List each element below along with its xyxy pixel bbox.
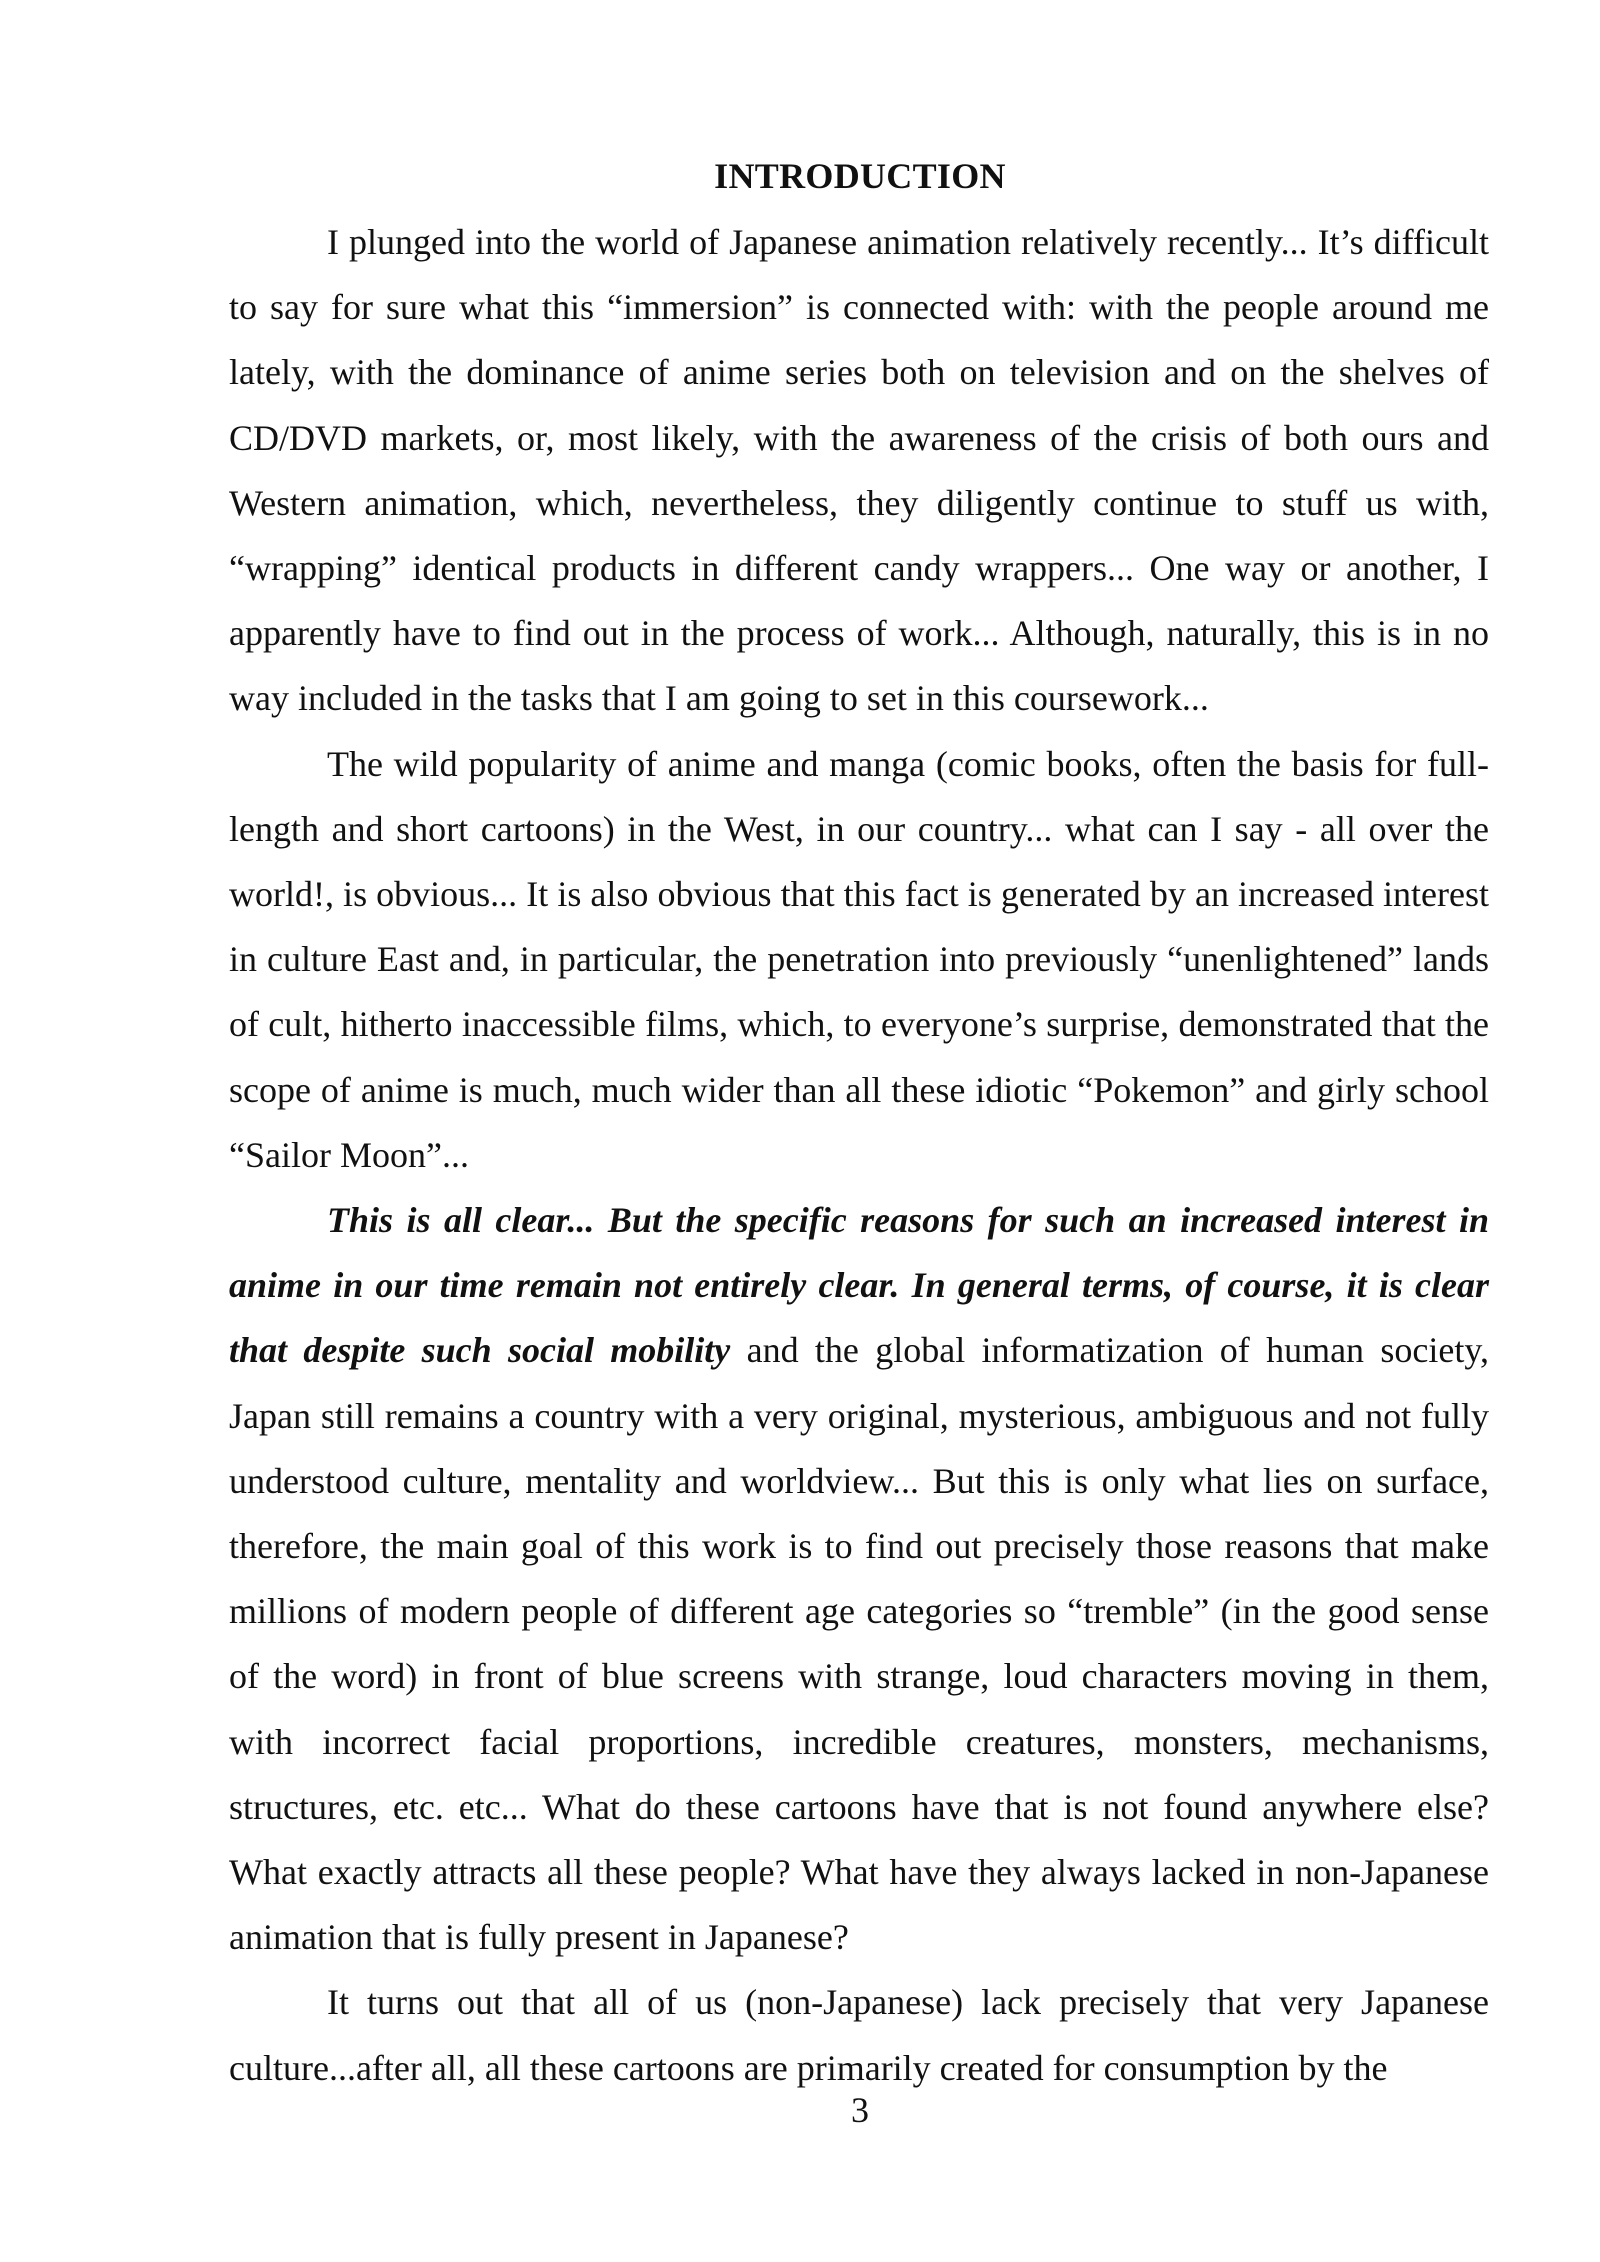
paragraph-3 <box>229 1188 1489 1970</box>
emphasized-text: This is all clear... But the specific reasons for such an increased interest in anime in our time remain not entirely clear. In general terms, of course, it is clear that despite such social mobility <box>229 1200 1489 1371</box>
paragraph-2: The wild popularity of anime and manga (comic books, often the basis for full-length and short cartoons) in the West, in our country... what can I say - all over the world!, is obvious... It is also obvious that this fact is generated by an increased interest in culture East and, in particular, the penetration into previously “unenlightened” lands of cult, hitherto inaccessible films, which, to everyone’s surprise, demonstrated that the scope of anime is much, much wider than all these idiotic “Pokemon” and girly school “Sailor Moon”... <box>229 743 1489 1175</box>
section-title: INTRODUCTION <box>714 156 1006 196</box>
paragraph-3-rest: and the global informatization of human society, Japan still remains a country with a very original, mysterious, ambiguous and not fully understood culture, mentality and worldview... But this is only what lies on surface, therefore, the main goal of this work is to find out precisely those reasons that make millions of modern people of different age categories so “tremble” (in the good sense of the word) in front of blue screens with strange, loud characters moving in them, with incorrect facial proportions, incredible creatures, monsters, mechanisms, structures, etc. etc... What do these cartoons have that is not found anywhere else? What exactly attracts all these people? What have they always lacked in non-Japanese animation that is fully present in Japanese? <box>229 1330 1490 1958</box>
page-number: 3 <box>851 2090 869 2130</box>
paragraph-4: It turns out that all of us (non-Japanese) lack precisely that very Japanese culture...after all, all these cartoons are primarily created for consumption by the <box>229 1982 1489 2088</box>
paragraph-1: I plunged into the world of Japanese animation relatively recently... It’s difficult to say for sure what this “immersion” is connected with: with the people around me lately, with the dominance of anime series both on television and on the shelves of CD/DVD markets, or, most likely, with the awareness of the crisis of both ours and Western animation, which, nevertheless, they diligently continue to stuff us with, “wrapping” identical products in different candy wrappers... One way or another, I apparently have to find out in the process of work... Although, naturally, this is in no way included in the tasks that I am going to set in this coursework... <box>229 222 1489 719</box>
body-text <box>229 210 1489 2101</box>
